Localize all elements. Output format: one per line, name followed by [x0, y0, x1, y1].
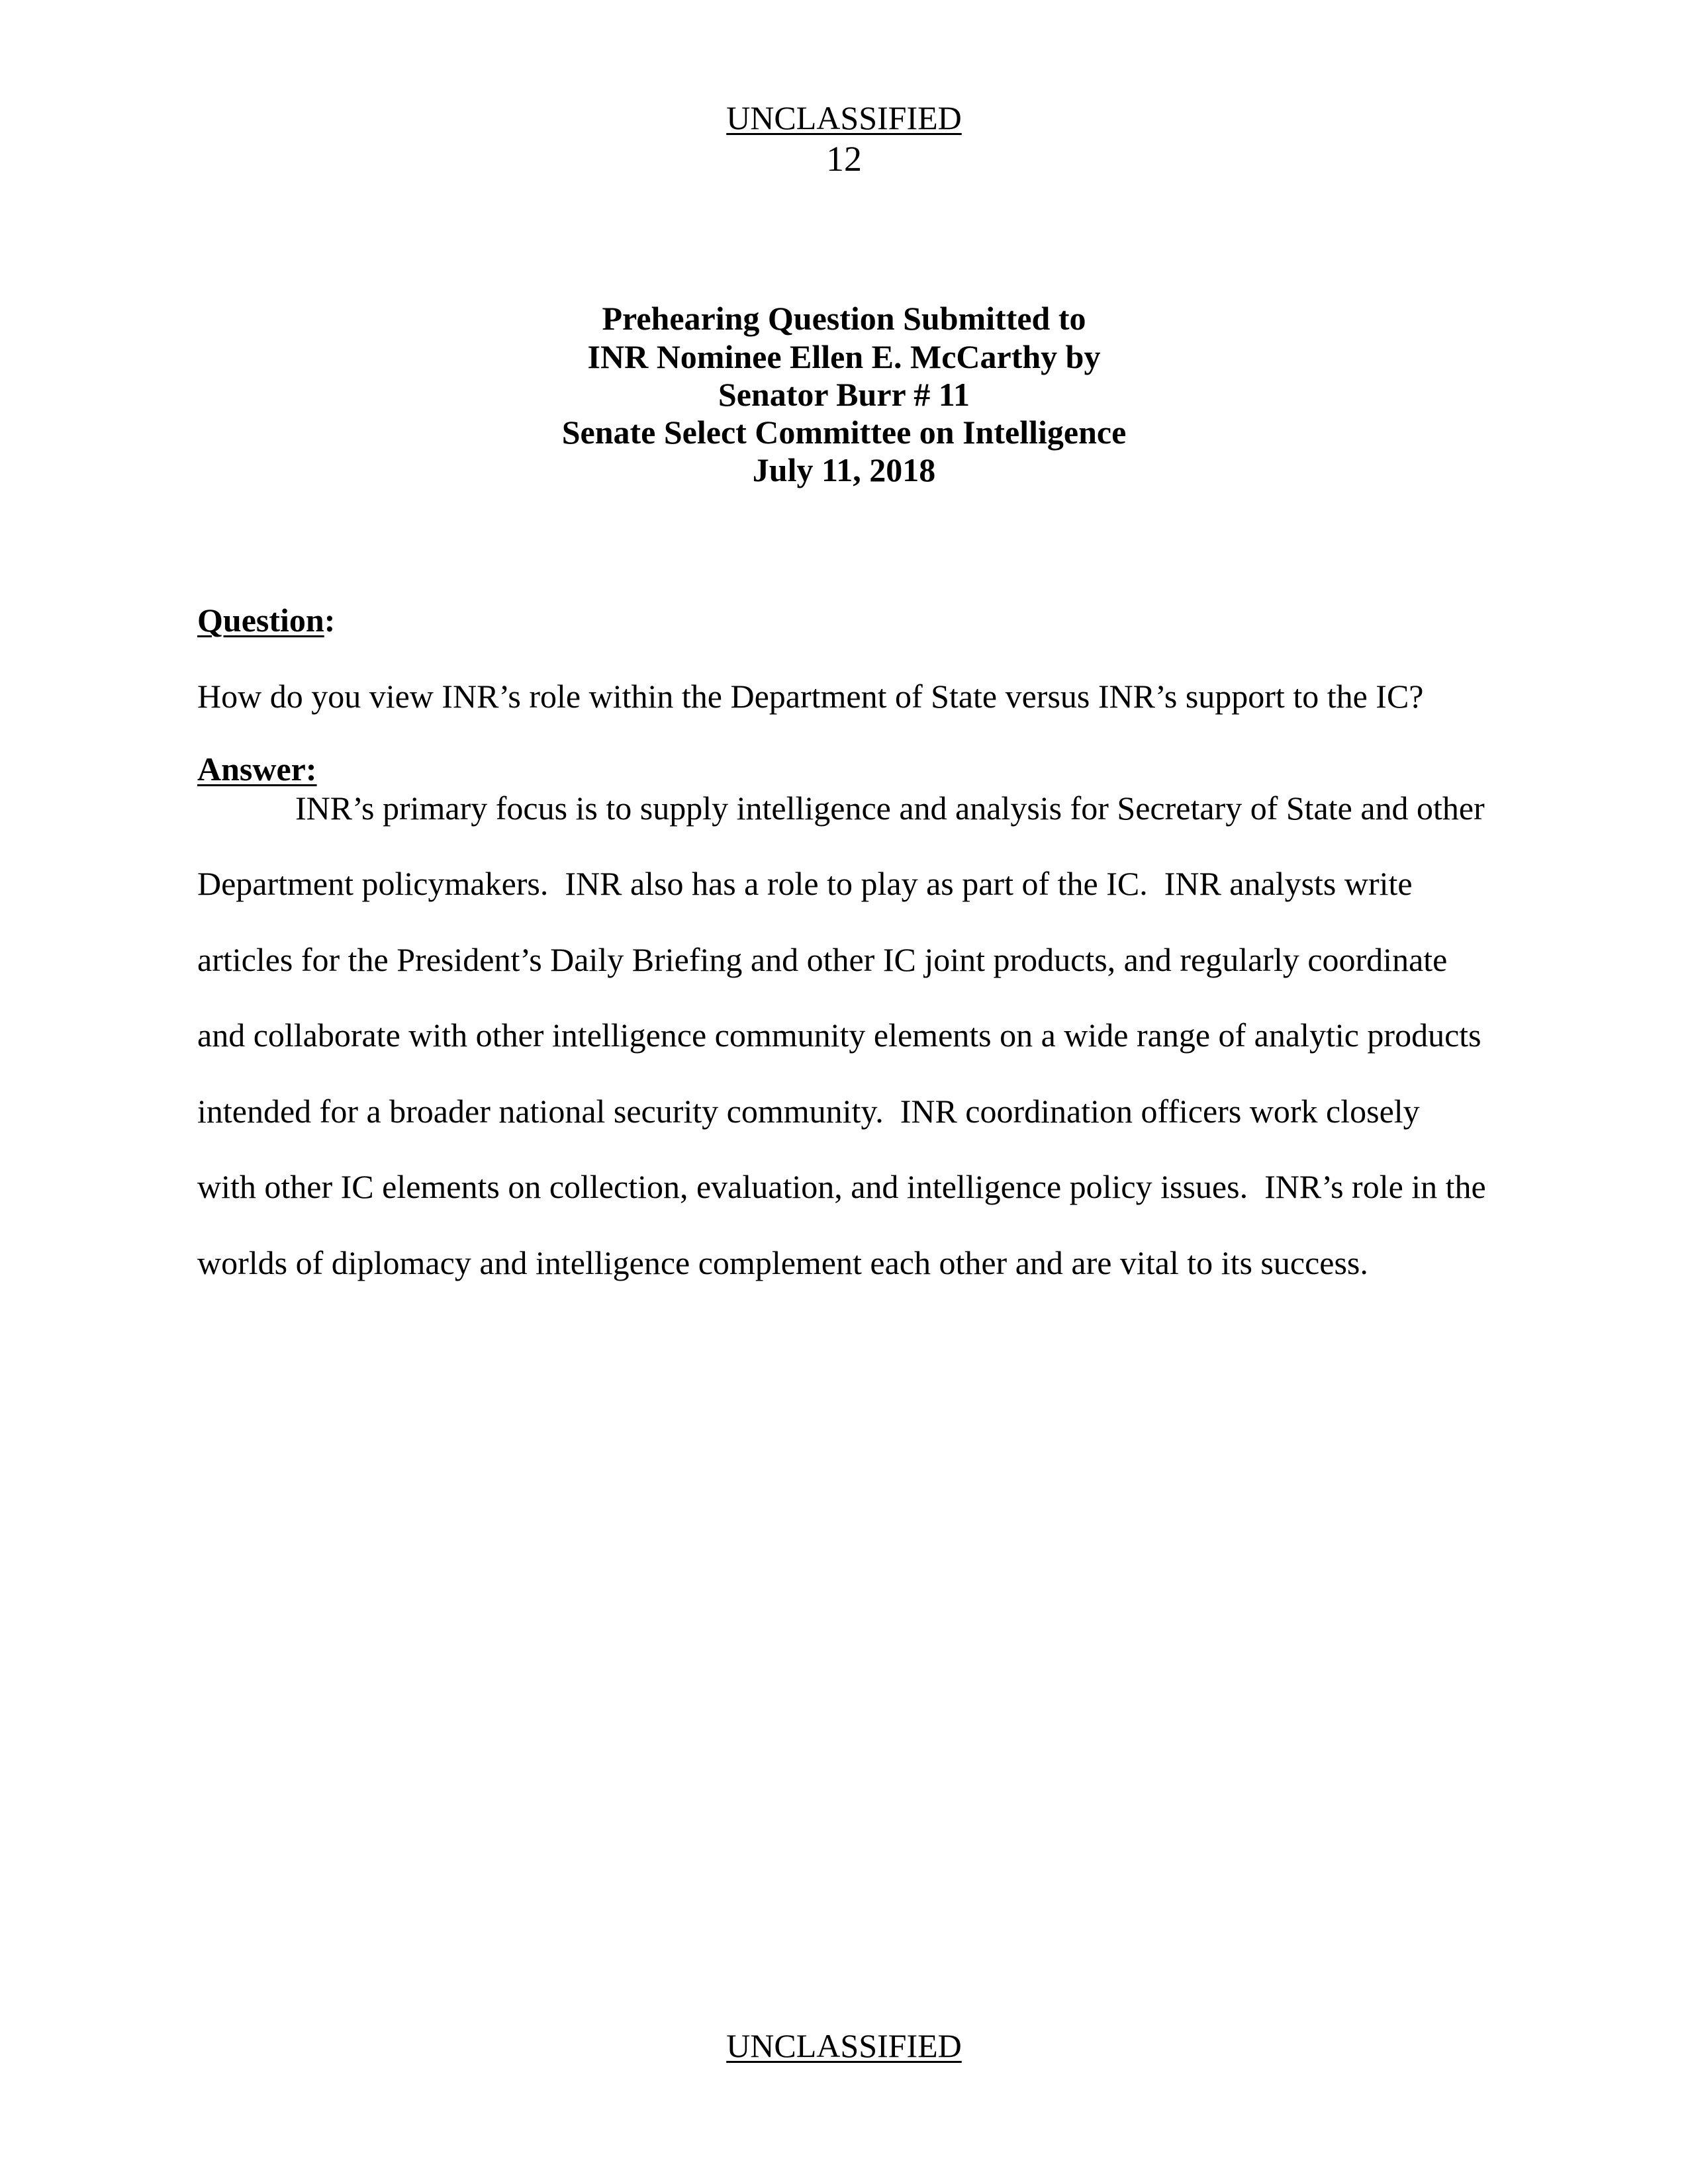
answer-heading: Answer: [197, 751, 317, 788]
header-classification: UNCLASSIFIED [726, 99, 962, 136]
answer-line: INR’s primary focus is to supply intelligence and analysis for Secretary of State and other [295, 790, 1485, 827]
question-text: How do you view INR’s role within the Department of State versus INR’s support to the IC? [197, 678, 1424, 715]
title-line: INR Nominee Ellen E. McCarthy by [587, 338, 1101, 375]
answer-line: Department policymakers. INR also has a role to play as part of the IC. INR analysts write [197, 865, 1413, 902]
answer-line: intended for a broader national security community. INR coordination officers work closely [197, 1093, 1420, 1130]
answer-line: and collaborate with other intelligence community elements on a wide range of analytic products [197, 1017, 1481, 1054]
title-line: Senate Select Committee on Intelligence [561, 414, 1127, 451]
question-colon: : [324, 602, 336, 639]
title-line: July 11, 2018 [752, 451, 936, 488]
title-line: Prehearing Question Submitted to [602, 300, 1086, 337]
answer-line: worlds of diplomacy and intelligence complement each other and are vital to its success. [197, 1244, 1368, 1281]
footer-classification: UNCLASSIFIED [726, 2027, 962, 2064]
answer-line: with other IC elements on collection, evaluation, and intelligence policy issues. INR’s role in the [197, 1168, 1486, 1205]
answer-line: articles for the President’s Daily Briefing and other IC joint products, and regularly coordinate [197, 941, 1448, 978]
title-line: Senator Burr # 11 [718, 376, 970, 413]
question-heading [197, 602, 335, 639]
page-number: 12 [826, 139, 862, 179]
question-label: Question [197, 602, 324, 639]
